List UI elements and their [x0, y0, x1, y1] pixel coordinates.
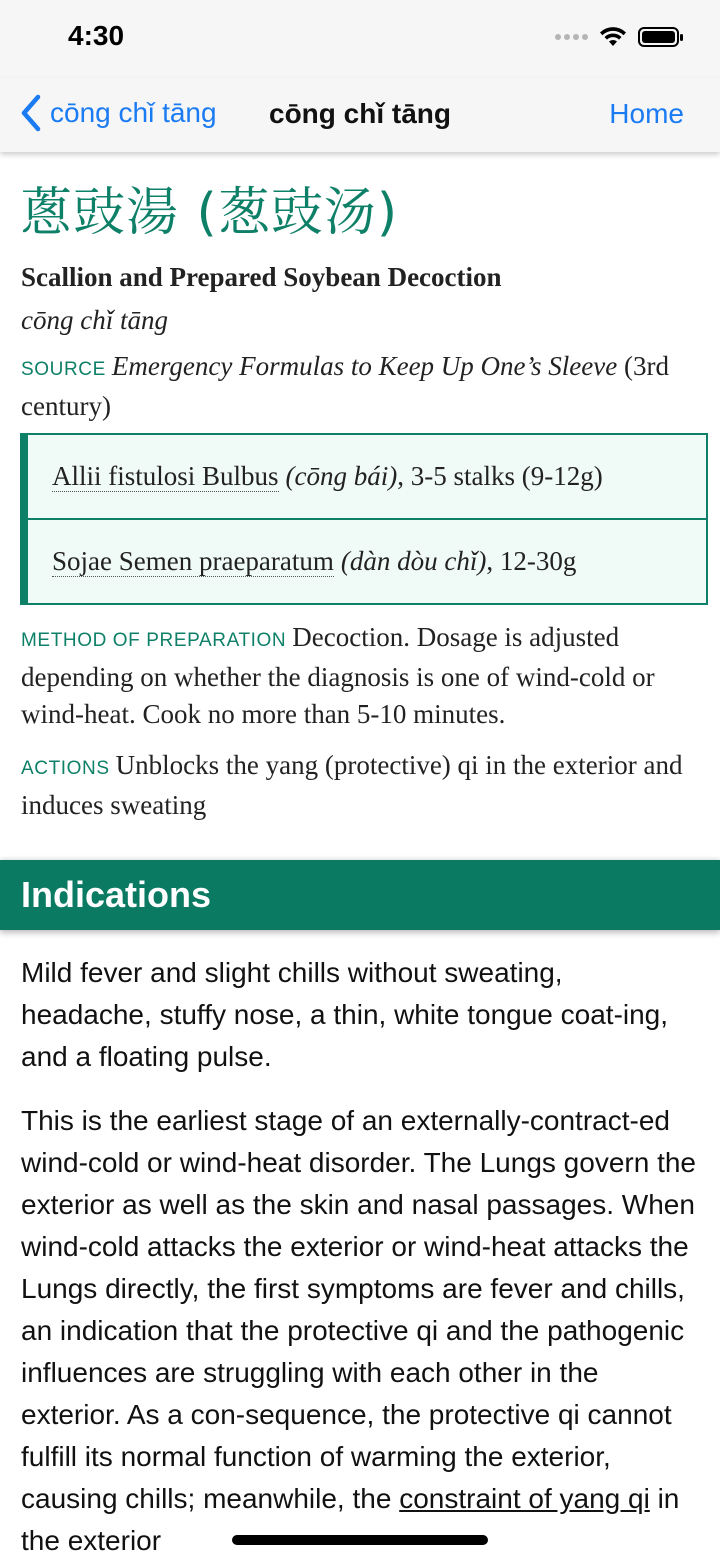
indications-heading: Indications [0, 860, 720, 930]
method-label: METHOD OF PREPARATION [21, 630, 287, 651]
formula-content [0, 152, 720, 1558]
battery-icon [638, 26, 684, 48]
home-indicator[interactable] [232, 1535, 488, 1545]
constraint-of-yang-qi-link[interactable]: constraint of yang qi [399, 1483, 650, 1514]
actions-label: ACTIONS [21, 758, 110, 779]
formula-source [21, 348, 700, 425]
source-period: (3rd century) [21, 351, 669, 421]
ingredient-row [28, 435, 706, 518]
nav-title: cōng chǐ tāng [269, 98, 451, 129]
formula-pinyin-name: cōng chǐ tāng [21, 305, 168, 335]
actions-text: Unblocks the yang (protective) qi in the exterior and induces sweating [21, 750, 683, 820]
method-text: Decoction. Dosage is adjusted depending on whether the diagnosis is one of wind-cold or wind-heat. Cook no more than 5-10 minutes. [21, 622, 655, 729]
status-time: 4:30 [68, 20, 125, 51]
indications-explanation-paragraph [21, 1100, 698, 1558]
formula-chinese-name: 蔥豉湯 (葱豉汤) [20, 183, 399, 243]
ingredient-dosage: , 12-30g [486, 546, 577, 576]
ingredient-latin-link[interactable]: Sojae Semen praeparatum [52, 546, 334, 576]
ingredient-pinyin: (dàn dòu chǐ) [340, 546, 487, 576]
method-of-preparation [21, 619, 700, 733]
actions [21, 747, 700, 824]
paragraph-text-tail: in the exterior [21, 1483, 680, 1556]
indications-paragraph: Mild fever and slight chills without sweating, headache, stuffy nose, a thin, white tongue coat-ing, and a floating pulse. [21, 957, 669, 1072]
chevron-left-icon [20, 94, 42, 132]
status-bar [0, 0, 720, 78]
ingredient-row [28, 518, 706, 603]
ingredient-pinyin: (cōng bái) [285, 461, 398, 491]
status-icons [555, 26, 684, 48]
back-button-label: cōng chǐ tāng [50, 97, 217, 128]
home-button[interactable]: Home [609, 98, 684, 129]
formula-english-name: Scallion and Prepared Soybean Decoction [21, 262, 502, 292]
ingredient-list [20, 433, 708, 605]
ingredient-latin-link[interactable]: Allii fistulosi Bulbus [52, 461, 279, 491]
paragraph-text: This is the earliest stage of an externally-contract-ed wind-cold or wind-heat disorder. The Lungs govern the exterior as well as the skin and nasal passages. When wind-cold attacks the exterior or wind-heat attacks the Lungs directly, the first symptoms are fever and chills, an indication that the protective qi and the pathogenic influences are struggling with each other in the exterior. As a con-sequence, the protective qi cannot fulfill its normal function of warming the exterior, causing chills; meanwhile, the [21, 1105, 696, 1514]
back-button[interactable] [20, 94, 217, 132]
source-label: SOURCE [21, 359, 106, 380]
navigation-bar [0, 78, 720, 152]
wifi-icon [598, 26, 628, 48]
cellular-signal-icon [555, 34, 588, 40]
ingredient-dosage: , 3-5 stalks (9-12g) [397, 461, 603, 491]
source-title: Emergency Formulas to Keep Up One’s Sleeve [111, 351, 618, 381]
